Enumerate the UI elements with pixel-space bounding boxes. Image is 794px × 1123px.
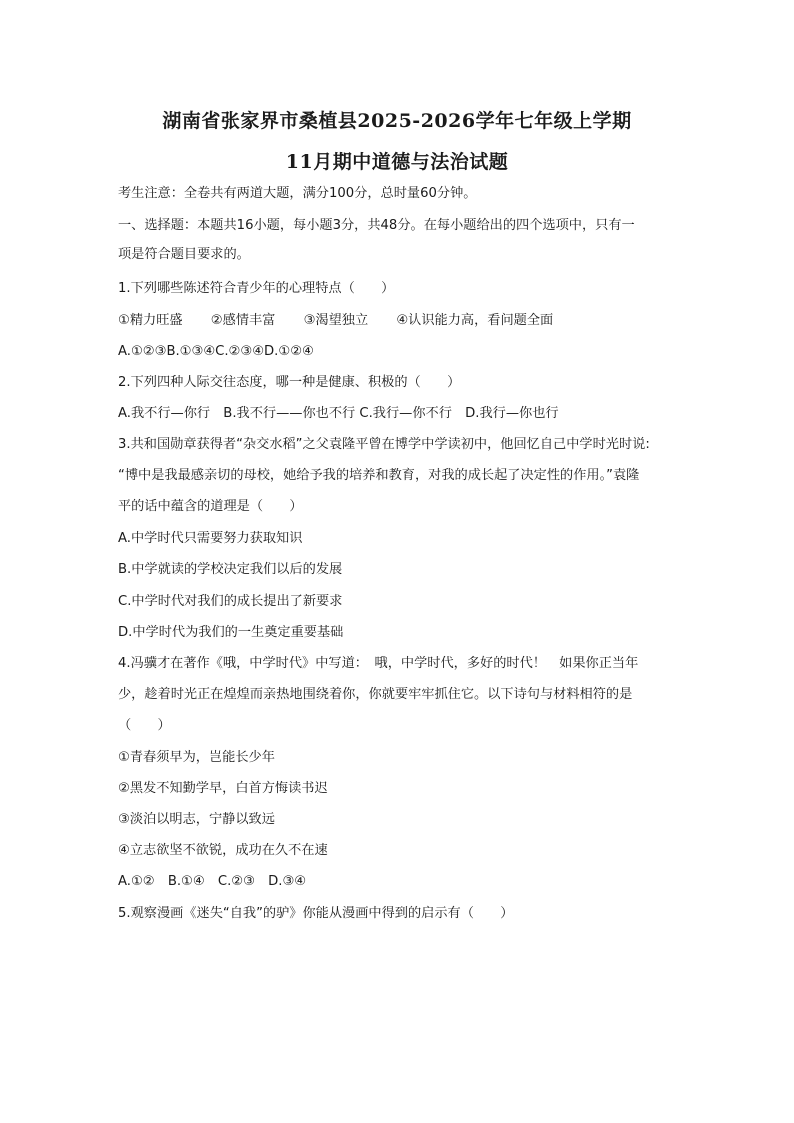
q3-stem-line2: “博中是我最感亲切的母校，她给予我的培养和教育，对我的成长起了决定性的作用。”袁隆: [118, 468, 640, 483]
q4-stem-line2: 少，趁着时光正在煌煌而亲热地围绕着你，你就要牢牢抓住它。以下诗句与材料相符的是: [118, 687, 633, 702]
q3-option-b: B.中学就读的学校决定我们以后的发展: [118, 562, 343, 577]
q1-item-2: ②感情丰富: [210, 313, 276, 328]
q4-stem-line1: 4.冯骥才在著作《哦，中学时代》中写道： 哦，中学时代，多好的时代！ 如果你正当年: [118, 656, 639, 671]
q1-choices: A.①②③B.①③④C.②③④D.①②④: [118, 344, 314, 359]
q4-item-3: ③淡泊以明志，宁静以致远: [118, 812, 275, 827]
q4-item-1: ①青春须早为，岂能长少年: [118, 750, 275, 765]
q1-items: [118, 312, 553, 330]
section1-intro-line2: 项是符合题目要求的。: [118, 247, 250, 262]
q4-item-2: ②黑发不知勤学早，白首方悔读书迟: [118, 781, 328, 796]
q1-item-1: ①精力旺盛: [118, 313, 183, 328]
q3-option-a: A.中学时代只需要努力获取知识: [118, 531, 303, 546]
q3-option-c: C.中学时代对我们的成长提出了新要求: [118, 594, 343, 609]
q3-stem-line1: 3.共和国勋章获得者“杂交水稻”之父袁隆平曾在博学中学读初中，他回忆自己中学时光时说:: [118, 437, 650, 452]
q1-item-3: ③渴望独立: [303, 313, 369, 328]
exam-title-line1: 湖南省张家界市桑植县2025-2026学年七年级上学期: [162, 110, 632, 132]
exam-title-line2: 11月期中道德与法治试题: [285, 151, 509, 173]
q1-item-4: ④认识能力高，看问题全面: [396, 313, 554, 328]
q4-stem-line3: （ ）: [118, 718, 171, 733]
q2-stem: 2.下列四种人际交往态度，哪一种是健康、积极的（ ）: [118, 375, 461, 390]
q3-option-d: D.中学时代为我们的一生奠定重要基础: [118, 625, 344, 640]
q4-choices: A.①② B.①④ C.②③ D.③④: [118, 874, 307, 889]
q5-stem: 5.观察漫画《迷失“自我”的驴》你能从漫画中得到的启示有（ ）: [118, 906, 514, 921]
exam-notice: 考生注意：全卷共有两道大题，满分100分，总时量60分钟。: [118, 186, 477, 201]
section1-intro-line1: 一、选择题：本题共16小题，每小题3分，共48分。在每小题给出的四个选项中，只有一: [118, 218, 635, 233]
q1-stem: 1.下列哪些陈述符合青少年的心理特点（ ）: [118, 281, 395, 296]
q3-stem-line3: 平的话中蕴含的道理是（ ）: [118, 499, 303, 514]
q4-item-4: ④立志欲坚不欲锐，成功在久不在速: [118, 843, 328, 858]
q2-choices: A.我不行—你行 B.我不行——你也不行 C.我行—你不行 D.我行—你也行: [118, 406, 559, 421]
